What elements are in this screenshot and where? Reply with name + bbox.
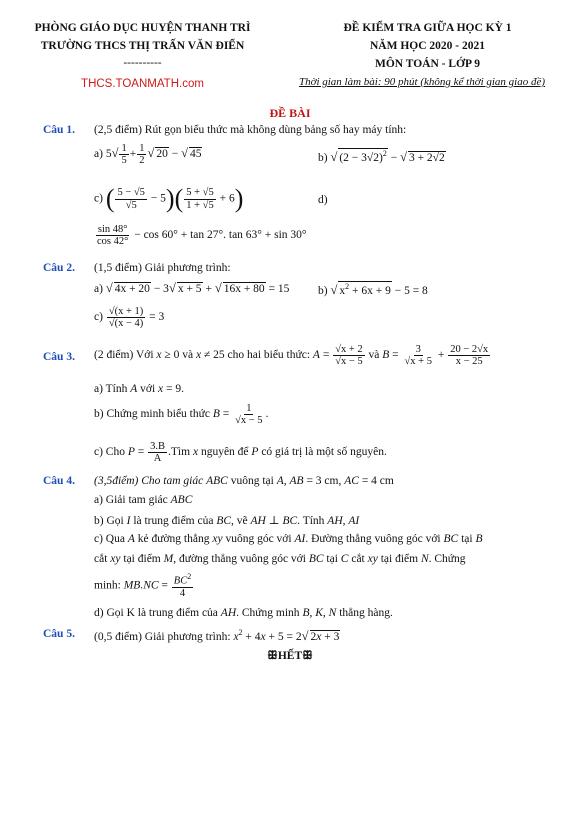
header-divider: ----------	[123, 57, 162, 69]
question-intro: (2 điểm) Với x ≥ 0 và x ≠ 25 cho hai biểu thức: A = $\frac{√x + 2}{√x - 5}$ và B = $\frac{3}{√x + 5}$ + $\frac{20 - 2√x}{x - 25}$	[94, 344, 489, 368]
page-title: ĐỀ BÀI	[269, 106, 311, 120]
question-intro: (3,5điểm) Cho tam giác ABC vuông tại A, AB = 3 cm, AC = 4 cm	[94, 475, 394, 487]
part-4c-line3: minh: MB.NC = $\frac{BC^2}{4}$	[94, 572, 192, 599]
question-intro: (0,5 điểm) Giải phương trình: $x^2 + 4x + 5 = 2√$ 2x + 3	[94, 628, 340, 643]
question-label: Câu 4.	[43, 475, 75, 487]
part-4a: a) Giải tam giác ABC	[94, 494, 193, 506]
part-4c-line1: c) Qua A kẻ đường thẳng xy vuông góc với AI. Đường thẳng vuông góc với BC tại B	[94, 533, 483, 545]
part-2b: b) √ $x^2 + 6x + 9 - 5 = 8$	[318, 282, 428, 297]
question-label: Câu 1.	[43, 124, 75, 136]
part-1c: c) ( $\frac{5 - √5}{√5}$ − 5)( $\frac{5 + √5}{1 + √5}$ + 6)	[94, 184, 244, 213]
subject: MÔN TOÁN - LỚP 9	[375, 58, 480, 70]
exam-header	[0, 0, 580, 105]
part-1a: a) 5√ $\frac{1}{5}$ + $\frac{1}{2}$ √ 20 − √ 45	[94, 143, 202, 167]
part-4d: d) Gọi K là trung điểm của AH. Chứng minh B, K, N thẳng hàng.	[94, 607, 393, 619]
question-intro: (2,5 điểm) Rút gọn biểu thức mà không dùng bảng số hay máy tính:	[94, 124, 407, 136]
part-2a: a) √ 4x + 20 − 3√ x + 5 + √ 16x + 80 = 15	[94, 281, 290, 295]
question-label: Câu 5.	[43, 628, 75, 640]
site-link[interactable]: THCS.TOANMATH.com	[81, 78, 204, 90]
part-3c: c) Cho P = $\frac{3.B}{A}$ .Tìm x nguyên để P có giá trị là một số nguyên.	[94, 441, 387, 465]
part-4b: b) Gọi I là trung điểm của BC, vẽ AH ⊥ BC. Tính AH, AI	[94, 515, 360, 527]
time-allowed: Thời gian làm bài: 90 phút (không kể thời gian giao đề)	[298, 76, 546, 88]
end-marker: ꕥHẾTꕥ	[267, 650, 313, 662]
school-name: TRƯỜNG THCS THỊ TRẤN VĂN ĐIỂN	[40, 40, 245, 52]
part-3a: a) Tính A với x = 9.	[94, 383, 184, 395]
part-3b: b) Chứng minh biểu thức B = $\frac{1}{√x - 5}$ .	[94, 403, 269, 427]
school-year: NĂM HỌC 2020 - 2021	[370, 40, 485, 52]
part-1d: d)	[318, 194, 328, 206]
part-1b: b) √ $(2 - 3√2)^2$ − √ 3 + 2√2	[318, 149, 445, 164]
question-label: Câu 3.	[43, 351, 75, 363]
exam-name: ĐỀ KIỂM TRA GIỮA HỌC KỲ 1	[343, 22, 512, 34]
part-4c-line2: cắt xy tại điểm M, đường thẳng vuông góc với BC tại C cắt xy tại điểm N. Chứng	[94, 553, 466, 565]
part-2c: c) $\frac{√(x + 1)}{√(x - 4)}$ = 3	[94, 306, 165, 330]
question-intro: (1,5 điểm) Giải phương trình:	[94, 262, 231, 274]
question-label: Câu 2.	[43, 262, 75, 274]
part-1d-expression: $\frac{\sin 48^\circ}{\cos 42^\circ}$ − cos 60° + tan 27°. tan 63° + sin 30°	[97, 224, 307, 248]
department-name: PHÒNG GIÁO DỤC HUYỆN THANH TRÌ	[34, 22, 251, 34]
